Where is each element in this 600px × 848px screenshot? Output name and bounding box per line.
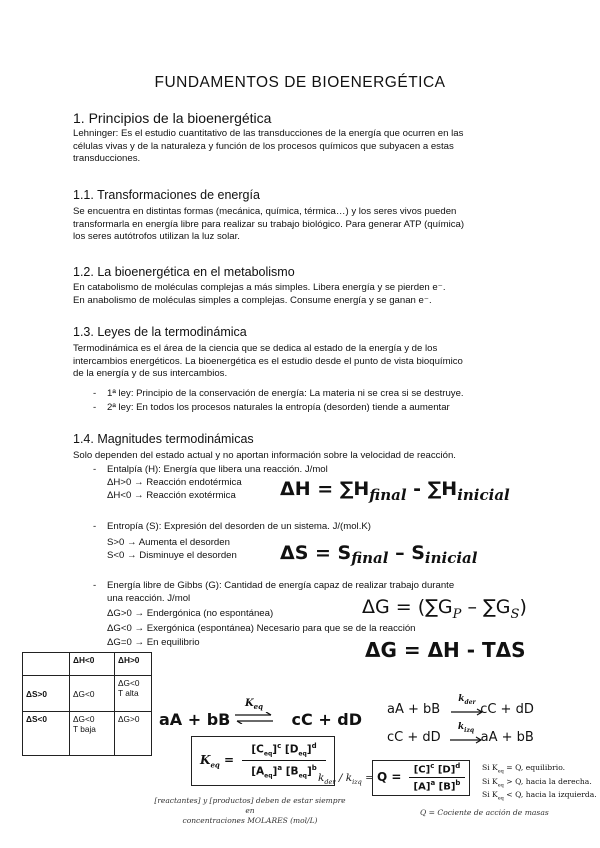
forward-rate-k: k <box>458 694 465 704</box>
q-cond-part: < Q, hacia la izquierda. <box>503 790 597 800</box>
section-1-line: transducciones. <box>73 153 141 165</box>
law-1: - 1ª ley: Principio de la conservación de energía: La materia ni se crea si se destruye. <box>93 388 464 399</box>
law-2: - 2ª ley: En todos los procesos naturales la entropía (desorden) tiende a aumentar <box>93 402 450 413</box>
section-1-1-text <box>73 206 528 244</box>
q-cond-part: Si K <box>482 763 498 772</box>
q-num-part: c <box>430 762 435 770</box>
section-1-4-intro: Solo dependen del estado actual y no aportan información sobre la velocidad de reacción. <box>73 450 456 461</box>
sign-table-cell <box>115 676 152 712</box>
q-num-part: [C] <box>413 764 431 776</box>
reverse-rate-label <box>449 722 483 734</box>
keq-den-part: a <box>277 764 283 772</box>
entropy-label: Entropía (S): Expresión del desorden de un sistema. J/(mol.K) <box>107 521 371 532</box>
entropy-negative: S<0 → Disminuye el desorden <box>107 550 237 561</box>
keq-arrow-k: K <box>244 698 254 709</box>
section-1-text <box>73 128 528 166</box>
keq-num-part: ] <box>272 743 278 756</box>
keq-den-part: eq <box>264 772 273 780</box>
section-1-1-line: los seres autótrofos utilizan la luz solar. <box>73 231 240 243</box>
q-den-part: [B] <box>435 781 456 793</box>
q-cond-part: Si K <box>482 776 498 786</box>
section-1-1-heading: 1.1. Transformaciones de energía <box>73 188 260 202</box>
page-title: FUNDAMENTOS DE BIOENERGÉTICA <box>154 74 446 91</box>
keq-den-part: ] <box>306 765 312 778</box>
q-cond-part: eq <box>497 768 504 775</box>
enthalpy-formula-mid: - ∑H <box>406 478 458 500</box>
sign-table-cell-line: ΔG<0 <box>73 714 95 724</box>
keq-den-part: [A <box>251 765 265 778</box>
q-cond-part: eq <box>497 795 504 802</box>
sign-table-row-ds-neg: ΔS<0 <box>23 712 70 756</box>
keq-formula-box <box>191 736 335 786</box>
keq-num-part: d <box>311 742 317 750</box>
rate-ratio-part: k <box>318 772 325 784</box>
entropy-formula <box>280 542 477 567</box>
rate-ratio-part: der <box>324 778 336 787</box>
q-den-part: a <box>430 779 436 787</box>
gibbs-formula-2: ΔG = ΔH - TΔS <box>365 638 526 662</box>
equilibrium-arrow-label <box>234 698 274 711</box>
section-1-line: Lehninger: Es el estudio cuantitativo de las transducciones de la energía que ocurren en las <box>73 128 464 139</box>
q-numerator <box>407 762 467 775</box>
q-conditions <box>482 763 597 804</box>
gibbs-formula-1-b: – ∑G <box>461 596 511 618</box>
sign-table-cell-line: T baja <box>73 724 96 734</box>
section-1-4-heading: 1.4. Magnitudes termodinámicas <box>73 432 254 446</box>
keq-num-part: ] <box>306 743 312 756</box>
rate-ratio-part: / k <box>335 772 353 784</box>
keq-arrow-sub: eq <box>253 702 264 711</box>
q-num-part: [D] <box>434 764 456 776</box>
entropy-positive: S>0 → Aumenta el desorden <box>107 537 230 548</box>
enthalpy-formula-sub-initial: inicial <box>457 486 510 504</box>
law-2-text: 2ª ley: En todos los procesos naturales la entropía (desorden) tiende a aumentar <box>107 402 450 413</box>
section-1-1-line: transformarla en energía libre para realizar su trabajo biológico. Para generar ATP (química) <box>73 218 465 230</box>
q-denominator <box>407 779 467 792</box>
q-condition-right <box>482 777 597 791</box>
sign-table-header-dh-neg: ΔH<0 <box>70 653 115 676</box>
equilibrium-arrows-icon <box>234 712 274 724</box>
gibbs-formula-1-c: ) <box>519 596 527 618</box>
molar-note-line-1: [reactantes] y [productos] deben de estar siempre en <box>154 796 346 815</box>
equilibrium-reaction-left: aA + bB <box>159 710 231 729</box>
keq-num-part: [D <box>281 743 299 756</box>
sign-table-cell-line: ΔG<0 <box>118 678 140 688</box>
enthalpy-negative: ΔH<0 → Reacción exotérmica <box>107 490 236 501</box>
equilibrium-reaction-right: cC + dD <box>291 710 363 729</box>
entropy-formula-mid: – S <box>388 542 425 564</box>
section-1-2-line: En catabolismo de moléculas complejas a más simples. Libera energía y se pierden e⁻. <box>73 282 446 293</box>
q-num-part: d <box>455 762 461 770</box>
keq-den-part: eq <box>298 772 307 780</box>
forward-arrow-icon <box>450 708 484 716</box>
enthalpy-positive: ΔH>0 → Reacción endotérmica <box>107 477 242 488</box>
q-cond-part: > Q, hacia la derecha. <box>503 776 592 786</box>
section-1-3-text <box>73 343 528 381</box>
rate-ratio-part: izq <box>352 778 362 787</box>
keq-den-part: ] <box>272 765 278 778</box>
reverse-rate-sub: izq <box>464 726 475 734</box>
rate-ratio-part: = <box>361 772 374 784</box>
sign-table-cell: ΔG>0 <box>115 712 152 756</box>
section-1-3-line: de la energía y de sus intercambios. <box>73 368 228 380</box>
keq-num-part: [C <box>251 743 264 756</box>
molar-note-line-2: concentraciones MOLARES (mol/L) <box>182 816 318 825</box>
sign-table-cell <box>70 712 115 756</box>
reverse-reaction-right: aA + bB <box>480 730 534 745</box>
section-1-line: células vivas y de la naturaleza y función de los procesos químicos que subyacen a estas <box>73 140 454 152</box>
sign-table-header-dh-pos: ΔH>0 <box>115 653 152 676</box>
keq-numerator <box>240 742 328 758</box>
gibbs-formula-1-sub-s: S <box>510 607 520 622</box>
q-formula-box <box>372 760 470 796</box>
entropy-formula-sub-final: final <box>351 549 389 568</box>
gibbs-formula-1-sub-p: P <box>452 607 462 622</box>
keq-num-part: c <box>277 742 282 750</box>
keq-denominator <box>240 764 328 780</box>
entropy-formula-lhs: ΔS = S <box>280 542 352 564</box>
gibbs-formula-1-a: ΔG = (∑G <box>362 596 453 618</box>
enthalpy-formula-sub-final: final <box>369 486 407 504</box>
enthalpy-formula <box>280 478 510 504</box>
reverse-arrow-icon <box>449 736 483 744</box>
forward-rate-sub: der <box>464 698 476 706</box>
molar-note <box>150 796 350 826</box>
q-condition-equal <box>482 763 597 777</box>
keq-lhs-k: K <box>200 753 211 767</box>
q-caption: Q = Cociente de acción de masas <box>420 808 549 817</box>
q-formula-lhs: Q = <box>377 770 402 784</box>
rate-ratio <box>318 772 374 786</box>
sign-table-cell-line: T alta <box>118 688 139 698</box>
section-1-2-line: En anabolismo de moléculas simples a complejas. Consume energía y se ganan e⁻. <box>73 294 432 306</box>
q-condition-left <box>482 790 597 804</box>
keq-den-part: b <box>311 764 317 772</box>
gibbs-label-2: una reacción. J/mol <box>107 593 191 604</box>
sign-table-row-ds-pos: ΔS>0 <box>23 676 70 712</box>
q-cond-part: = Q, equilibrio. <box>503 763 566 772</box>
q-cond-part: eq <box>497 782 504 789</box>
q-fraction-bar <box>409 777 465 778</box>
gibbs-zero: ΔG=0 → En equilibrio <box>107 637 200 648</box>
q-den-part: b <box>455 779 461 787</box>
section-1-2-text <box>73 282 528 307</box>
law-1-text: 1ª ley: Principio de la conservación de energía: La materia ni se crea si se destruye. <box>107 388 464 399</box>
section-1-3-heading: 1.3. Leyes de la termodinámica <box>73 325 247 339</box>
sign-table-corner <box>23 653 70 676</box>
entropy-formula-sub-initial: inicial <box>424 549 478 568</box>
keq-formula-lhs: $K_{eq}$ = <box>200 753 235 770</box>
keq-fraction-bar <box>242 760 326 761</box>
forward-reaction-left: aA + bB <box>387 702 441 717</box>
gibbs-formula-1 <box>362 596 527 622</box>
sign-table-cell: ΔG<0 <box>70 676 115 712</box>
reverse-rate-k: k <box>457 722 465 732</box>
keq-num-part: eq <box>298 750 307 758</box>
gibbs-item: - Energía libre de Gibbs (G): Cantidad de energía capaz de realizar trabajo durante <box>93 580 455 591</box>
keq-num-part: eq <box>263 750 273 758</box>
gibbs-positive: ΔG>0 → Endergónica (no espontánea) <box>107 608 274 619</box>
reverse-reaction-left: cC + dD <box>387 730 441 745</box>
section-1-3-line: Termodinámica es el área de la ciencia que se dedica al estado de la energía y de los <box>73 343 438 354</box>
section-1-heading: 1. Principios de la bioenergética <box>73 110 272 126</box>
gibbs-label-1: Energía libre de Gibbs (G): Cantidad de energía capaz de realizar trabajo durante <box>107 580 455 591</box>
keq-den-part: [B <box>282 765 299 778</box>
enthalpy-formula-lhs: ΔH = ∑H <box>280 478 370 500</box>
entropy-item: - Entropía (S): Expresión del desorden de un sistema. J/(mol.K) <box>93 521 371 532</box>
forward-rate-label <box>450 694 484 706</box>
enthalpy-label: Entalpía (H): Energía que libera una reacción. J/mol <box>107 464 328 475</box>
q-cond-part: Si K <box>482 790 498 800</box>
keq-lhs-sub: eq <box>210 760 220 770</box>
q-den-part: [A] <box>413 781 431 793</box>
gibbs-negative: ΔG<0 → Exergónica (espontánea) Necesario para que se de la reacción <box>107 623 416 634</box>
enthalpy-item: - Entalpía (H): Energía que libera una reacción. J/mol <box>93 464 328 475</box>
section-1-2-heading: 1.2. La bioenergética en el metabolismo <box>73 265 295 279</box>
section-1-3-line: intercambios energéticos. La bioenergética es el estudio desde el punto de vista bioquímico <box>73 355 463 367</box>
forward-reaction-right: cC + dD <box>480 702 534 717</box>
section-1-1-line: Se encuentra en distintas formas (mecánica, química, térmica…) y los seres vivos pueden <box>73 206 457 217</box>
sign-table <box>22 652 152 756</box>
